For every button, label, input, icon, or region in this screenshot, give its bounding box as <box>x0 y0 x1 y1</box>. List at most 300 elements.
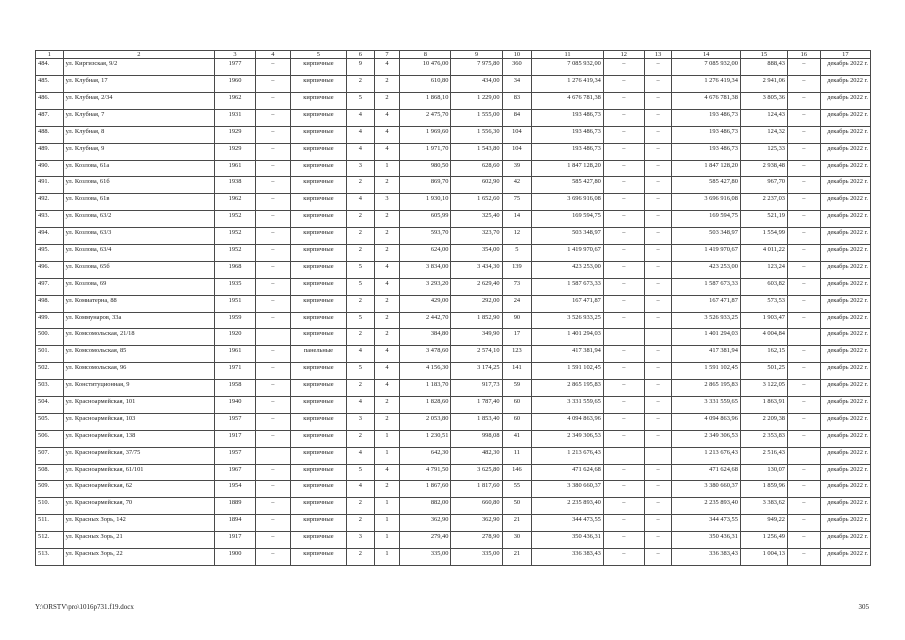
floors-cell: 4 <box>347 126 375 143</box>
floors-cell: 4 <box>347 346 375 363</box>
floors-cell: 4 <box>347 143 375 160</box>
total-area-cell: 279,40 <box>400 532 451 549</box>
year-built-cell: 1971 <box>215 363 256 380</box>
wall-material-cell: кирпичные <box>290 109 346 126</box>
table-row <box>36 397 871 414</box>
cost-per-m2-cell: 1 004,13 <box>740 549 787 566</box>
completion-date-cell: декабрь 2022 г. <box>820 177 870 194</box>
total-area-cell: 2 475,70 <box>400 109 451 126</box>
col-13-cell: – <box>644 228 672 245</box>
address-cell: ул. Комсомольская, 85 <box>63 346 214 363</box>
cost-per-m2-cell: 3 805,36 <box>740 92 787 109</box>
col-13-cell: – <box>644 92 672 109</box>
floors-cell: 2 <box>347 430 375 447</box>
living-area-cell: 3 434,30 <box>451 261 502 278</box>
cost-amount-cell: 193 486,73 <box>672 143 741 160</box>
living-area-cell: 1 652,60 <box>451 194 502 211</box>
table-row <box>36 464 871 481</box>
col-16-cell: – <box>788 59 821 76</box>
entrances-cell: 2 <box>374 228 400 245</box>
cost-amount-cell: 471 624,68 <box>672 464 741 481</box>
entrances-cell: 1 <box>374 160 400 177</box>
row-number-cell: 501. <box>36 346 64 363</box>
col-16-cell: – <box>788 397 821 414</box>
address-cell: ул. Красноармейская, 62 <box>63 481 214 498</box>
wall-material-cell: кирпичные <box>290 363 346 380</box>
col-4-cell: – <box>255 59 290 76</box>
cost-per-m2-cell: 2 941,06 <box>740 76 787 93</box>
cost-per-m2-cell: 4 004,84 <box>740 329 787 346</box>
address-cell: ул. Козлова, 61в <box>63 194 214 211</box>
total-area-cell: 605,99 <box>400 211 451 228</box>
total-area-cell: 1 930,10 <box>400 194 451 211</box>
wall-material-cell: кирпичные <box>290 464 346 481</box>
wall-material-cell: кирпичные <box>290 549 346 566</box>
col-12-cell: – <box>603 413 644 430</box>
cost-amount-cell: 3 380 660,37 <box>672 481 741 498</box>
living-area-cell: 1 229,00 <box>451 92 502 109</box>
completion-date-cell: декабрь 2022 г. <box>820 498 870 515</box>
col-12-cell: – <box>603 160 644 177</box>
completion-date-cell: декабрь 2022 г. <box>820 245 870 262</box>
cost-total-cell: 336 383,43 <box>532 549 604 566</box>
col-4-cell: – <box>255 413 290 430</box>
col-12-cell: – <box>603 380 644 397</box>
col-16-cell: – <box>788 211 821 228</box>
floors-cell: 2 <box>347 329 375 346</box>
row-number-cell: 511. <box>36 515 64 532</box>
completion-date-cell: декабрь 2022 г. <box>820 92 870 109</box>
col-16-cell: – <box>788 278 821 295</box>
year-built-cell: 1952 <box>215 211 256 228</box>
col-16-cell: – <box>788 498 821 515</box>
address-cell: ул. Красноармейская, 138 <box>63 430 214 447</box>
completion-date-cell: декабрь 2022 г. <box>820 464 870 481</box>
cost-amount-cell: 193 486,73 <box>672 126 741 143</box>
col-13-cell: – <box>644 211 672 228</box>
col-4-cell: – <box>255 278 290 295</box>
address-cell: ул. Клубная, 17 <box>63 76 214 93</box>
entrances-cell: 4 <box>374 261 400 278</box>
col-16-cell: – <box>788 532 821 549</box>
address-cell: ул. Комиатерна, 88 <box>63 295 214 312</box>
cost-per-m2-cell: 2 209,38 <box>740 413 787 430</box>
floors-cell: 5 <box>347 278 375 295</box>
col-4-cell: – <box>255 312 290 329</box>
total-area-cell: 429,00 <box>400 295 451 312</box>
cost-total-cell: 350 436,31 <box>532 532 604 549</box>
living-area-cell: 349,90 <box>451 329 502 346</box>
living-area-cell: 1 852,90 <box>451 312 502 329</box>
col-16-cell: – <box>788 143 821 160</box>
residents-cell: 83 <box>502 92 532 109</box>
col-16-cell <box>788 447 821 464</box>
table-row <box>36 549 871 566</box>
col-16-cell: – <box>788 363 821 380</box>
address-cell: ул. Красноармейская, 70 <box>63 498 214 515</box>
entrances-cell: 2 <box>374 177 400 194</box>
col-16-cell: – <box>788 245 821 262</box>
row-number-cell: 495. <box>36 245 64 262</box>
completion-date-cell: декабрь 2022 г. <box>820 295 870 312</box>
total-area-cell: 10 476,00 <box>400 59 451 76</box>
cost-amount-cell: 350 436,31 <box>672 532 741 549</box>
entrances-cell: 4 <box>374 464 400 481</box>
col-4-cell: – <box>255 160 290 177</box>
cost-total-cell: 3 331 559,65 <box>532 397 604 414</box>
address-cell: ул. Комсомольская, 96 <box>63 363 214 380</box>
living-area-cell: 1 556,30 <box>451 126 502 143</box>
cost-amount-cell: 7 085 932,00 <box>672 59 741 76</box>
col-4-cell: – <box>255 76 290 93</box>
year-built-cell: 1938 <box>215 177 256 194</box>
column-number-header: 16 <box>788 51 821 59</box>
col-12-cell: – <box>603 109 644 126</box>
col-16-cell: – <box>788 228 821 245</box>
cost-total-cell: 1 213 676,43 <box>532 447 604 464</box>
col-13-cell: – <box>644 380 672 397</box>
col-16-cell: – <box>788 515 821 532</box>
col-16-cell <box>788 329 821 346</box>
total-area-cell: 1 828,60 <box>400 397 451 414</box>
col-12-cell: – <box>603 498 644 515</box>
floors-cell: 5 <box>347 363 375 380</box>
living-area-cell: 2 574,10 <box>451 346 502 363</box>
wall-material-cell: кирпичные <box>290 194 346 211</box>
entrances-cell: 2 <box>374 329 400 346</box>
col-13-cell: – <box>644 109 672 126</box>
col-12-cell: – <box>603 515 644 532</box>
col-12-cell: – <box>603 295 644 312</box>
completion-date-cell: декабрь 2022 г. <box>820 211 870 228</box>
completion-date-cell: декабрь 2022 г. <box>820 109 870 126</box>
col-12-cell: – <box>603 363 644 380</box>
floors-cell: 5 <box>347 261 375 278</box>
year-built-cell: 1952 <box>215 228 256 245</box>
header-row <box>36 51 871 59</box>
col-13-cell <box>644 329 672 346</box>
total-area-cell: 1 868,10 <box>400 92 451 109</box>
entrances-cell: 4 <box>374 278 400 295</box>
col-16-cell: – <box>788 92 821 109</box>
entrances-cell: 4 <box>374 59 400 76</box>
row-number-cell: 489. <box>36 143 64 160</box>
year-built-cell: 1967 <box>215 464 256 481</box>
col-12-cell: – <box>603 143 644 160</box>
cost-total-cell: 1 419 970,67 <box>532 245 604 262</box>
year-built-cell: 1962 <box>215 92 256 109</box>
entrances-cell: 1 <box>374 549 400 566</box>
col-4-cell: – <box>255 245 290 262</box>
wall-material-cell: кирпичные <box>290 211 346 228</box>
year-built-cell: 1935 <box>215 278 256 295</box>
address-cell: ул. Козлова, 61а <box>63 160 214 177</box>
wall-material-cell: кирпичные <box>290 312 346 329</box>
column-number-header: 11 <box>532 51 604 59</box>
living-area-cell: 325,40 <box>451 211 502 228</box>
table-row <box>36 126 871 143</box>
col-12-cell: – <box>603 532 644 549</box>
residents-cell: 39 <box>502 160 532 177</box>
address-cell: ул. Коммунаров, 33а <box>63 312 214 329</box>
cost-total-cell: 2 235 893,40 <box>532 498 604 515</box>
residents-cell: 34 <box>502 76 532 93</box>
cost-total-cell: 167 471,87 <box>532 295 604 312</box>
cost-total-cell: 193 486,73 <box>532 109 604 126</box>
address-cell: ул. Красных Зорь, 22 <box>63 549 214 566</box>
col-16-cell: – <box>788 261 821 278</box>
year-built-cell: 1929 <box>215 143 256 160</box>
floors-cell: 2 <box>347 228 375 245</box>
table-body <box>36 59 871 566</box>
column-number-header: 10 <box>502 51 532 59</box>
cost-total-cell: 3 380 660,37 <box>532 481 604 498</box>
table-row <box>36 261 871 278</box>
table-row <box>36 515 871 532</box>
total-area-cell: 4 791,50 <box>400 464 451 481</box>
cost-total-cell: 1 847 128,20 <box>532 160 604 177</box>
cost-total-cell: 2 349 306,53 <box>532 430 604 447</box>
col-13-cell: – <box>644 430 672 447</box>
row-number-cell: 490. <box>36 160 64 177</box>
row-number-cell: 499. <box>36 312 64 329</box>
year-built-cell: 1968 <box>215 261 256 278</box>
year-built-cell: 1958 <box>215 380 256 397</box>
column-number-header: 5 <box>290 51 346 59</box>
col-13-cell: – <box>644 278 672 295</box>
col-16-cell: – <box>788 160 821 177</box>
col-4-cell: – <box>255 346 290 363</box>
col-12-cell: – <box>603 481 644 498</box>
col-13-cell <box>644 447 672 464</box>
living-area-cell: 660,80 <box>451 498 502 515</box>
floors-cell: 2 <box>347 549 375 566</box>
row-number-cell: 506. <box>36 430 64 447</box>
entrances-cell: 2 <box>374 211 400 228</box>
cost-per-m2-cell: 888,43 <box>740 59 787 76</box>
cost-per-m2-cell: 162,15 <box>740 346 787 363</box>
living-area-cell: 602,90 <box>451 177 502 194</box>
cost-amount-cell: 423 253,00 <box>672 261 741 278</box>
cost-total-cell: 7 085 932,00 <box>532 59 604 76</box>
residents-cell: 42 <box>502 177 532 194</box>
table-row <box>36 312 871 329</box>
residents-cell: 5 <box>502 245 532 262</box>
year-built-cell: 1894 <box>215 515 256 532</box>
completion-date-cell: декабрь 2022 г. <box>820 447 870 464</box>
col-4-cell: – <box>255 481 290 498</box>
entrances-cell: 2 <box>374 92 400 109</box>
address-cell: ул. Красных Зорь, 142 <box>63 515 214 532</box>
address-cell: ул. Киргизская, 9/2 <box>63 59 214 76</box>
total-area-cell: 3 834,00 <box>400 261 451 278</box>
column-number-header: 13 <box>644 51 672 59</box>
row-number-cell: 508. <box>36 464 64 481</box>
address-cell: ул. Красноармейская, 37/75 <box>63 447 214 464</box>
cost-total-cell: 4 676 781,38 <box>532 92 604 109</box>
completion-date-cell: декабрь 2022 г. <box>820 430 870 447</box>
address-cell: ул. Козлова, 63/2 <box>63 211 214 228</box>
col-12-cell: – <box>603 92 644 109</box>
living-area-cell: 3 625,80 <box>451 464 502 481</box>
completion-date-cell: декабрь 2022 г. <box>820 549 870 566</box>
total-area-cell: 2 442,70 <box>400 312 451 329</box>
cost-per-m2-cell: 1 859,96 <box>740 481 787 498</box>
col-13-cell: – <box>644 363 672 380</box>
column-number-header: 2 <box>63 51 214 59</box>
year-built-cell: 1962 <box>215 194 256 211</box>
completion-date-cell: декабрь 2022 г. <box>820 397 870 414</box>
col-16-cell: – <box>788 549 821 566</box>
table-row <box>36 481 871 498</box>
row-number-cell: 507. <box>36 447 64 464</box>
residents-cell: 60 <box>502 413 532 430</box>
floors-cell: 4 <box>347 481 375 498</box>
wall-material-cell: кирпичные <box>290 126 346 143</box>
col-12-cell: – <box>603 312 644 329</box>
table-row <box>36 380 871 397</box>
col-12-cell: – <box>603 245 644 262</box>
cost-total-cell: 2 865 195,83 <box>532 380 604 397</box>
year-built-cell: 1977 <box>215 59 256 76</box>
col-16-cell: – <box>788 380 821 397</box>
row-number-cell: 496. <box>36 261 64 278</box>
year-built-cell: 1917 <box>215 430 256 447</box>
entrances-cell: 4 <box>374 143 400 160</box>
floors-cell: 2 <box>347 380 375 397</box>
col-12-cell: – <box>603 464 644 481</box>
total-area-cell: 1 183,70 <box>400 380 451 397</box>
cost-amount-cell: 585 427,80 <box>672 177 741 194</box>
year-built-cell: 1957 <box>215 447 256 464</box>
entrances-cell: 2 <box>374 397 400 414</box>
cost-per-m2-cell: 123,24 <box>740 261 787 278</box>
residents-cell: 75 <box>502 194 532 211</box>
year-built-cell: 1920 <box>215 329 256 346</box>
cost-total-cell: 4 094 863,96 <box>532 413 604 430</box>
total-area-cell: 1 867,60 <box>400 481 451 498</box>
address-cell: ул. Клубная, 9 <box>63 143 214 160</box>
col-4-cell: – <box>255 126 290 143</box>
address-cell: ул. Комсомольская, 21/18 <box>63 329 214 346</box>
cost-amount-cell: 3 696 916,08 <box>672 194 741 211</box>
row-number-cell: 486. <box>36 92 64 109</box>
cost-amount-cell: 1 587 673,33 <box>672 278 741 295</box>
table-row <box>36 430 871 447</box>
column-number-header: 12 <box>603 51 644 59</box>
col-13-cell: – <box>644 481 672 498</box>
cost-amount-cell: 503 348,97 <box>672 228 741 245</box>
total-area-cell: 3 478,60 <box>400 346 451 363</box>
column-number-header: 15 <box>740 51 787 59</box>
cost-total-cell: 193 486,73 <box>532 126 604 143</box>
column-number-header: 14 <box>672 51 741 59</box>
col-13-cell: – <box>644 464 672 481</box>
living-area-cell: 1 555,00 <box>451 109 502 126</box>
cost-amount-cell: 2 235 893,40 <box>672 498 741 515</box>
col-12-cell: – <box>603 261 644 278</box>
living-area-cell: 998,08 <box>451 430 502 447</box>
wall-material-cell: кирпичные <box>290 261 346 278</box>
cost-per-m2-cell: 1 903,47 <box>740 312 787 329</box>
floors-cell: 2 <box>347 498 375 515</box>
row-number-cell: 488. <box>36 126 64 143</box>
cost-total-cell: 169 594,75 <box>532 211 604 228</box>
entrances-cell: 2 <box>374 245 400 262</box>
col-4-cell: – <box>255 397 290 414</box>
floors-cell: 3 <box>347 532 375 549</box>
table-row <box>36 177 871 194</box>
total-area-cell: 624,00 <box>400 245 451 262</box>
wall-material-cell: кирпичные <box>290 515 346 532</box>
completion-date-cell: декабрь 2022 г. <box>820 228 870 245</box>
col-13-cell: – <box>644 245 672 262</box>
col-4-cell: – <box>255 92 290 109</box>
table-row <box>36 532 871 549</box>
year-built-cell: 1957 <box>215 413 256 430</box>
year-built-cell: 1929 <box>215 126 256 143</box>
col-4-cell: – <box>255 177 290 194</box>
col-13-cell: – <box>644 59 672 76</box>
col-16-cell: – <box>788 194 821 211</box>
table-row <box>36 211 871 228</box>
residents-cell: 60 <box>502 397 532 414</box>
cost-total-cell: 1 591 102,45 <box>532 363 604 380</box>
col-13-cell: – <box>644 177 672 194</box>
year-built-cell: 1959 <box>215 312 256 329</box>
wall-material-cell: кирпичные <box>290 278 346 295</box>
col-13-cell: – <box>644 312 672 329</box>
col-13-cell: – <box>644 532 672 549</box>
col-4-cell: – <box>255 143 290 160</box>
col-12-cell: – <box>603 126 644 143</box>
row-number-cell: 491. <box>36 177 64 194</box>
year-built-cell: 1960 <box>215 76 256 93</box>
cost-per-m2-cell: 949,22 <box>740 515 787 532</box>
completion-date-cell: декабрь 2022 г. <box>820 126 870 143</box>
floors-cell: 3 <box>347 413 375 430</box>
cost-per-m2-cell: 1 256,49 <box>740 532 787 549</box>
table-row <box>36 109 871 126</box>
col-12-cell: – <box>603 346 644 363</box>
row-number-cell: 505. <box>36 413 64 430</box>
col-4-cell: – <box>255 380 290 397</box>
wall-material-cell: кирпичные <box>290 143 346 160</box>
total-area-cell: 362,90 <box>400 515 451 532</box>
residents-cell: 21 <box>502 515 532 532</box>
residents-cell: 12 <box>502 228 532 245</box>
table-row <box>36 447 871 464</box>
completion-date-cell: декабрь 2022 г. <box>820 312 870 329</box>
wall-material-cell: кирпичные <box>290 228 346 245</box>
table-row <box>36 498 871 515</box>
cost-total-cell: 3 526 933,25 <box>532 312 604 329</box>
col-4-cell: – <box>255 261 290 278</box>
table-row <box>36 413 871 430</box>
cost-amount-cell: 169 594,75 <box>672 211 741 228</box>
file-path: Y:\ORSTV\pro\1016p731.f19.docx <box>35 603 134 611</box>
row-number-cell: 504. <box>36 397 64 414</box>
completion-date-cell: декабрь 2022 г. <box>820 76 870 93</box>
residents-cell: 139 <box>502 261 532 278</box>
living-area-cell: 323,70 <box>451 228 502 245</box>
residents-cell: 104 <box>502 143 532 160</box>
row-number-cell: 502. <box>36 363 64 380</box>
wall-material-cell: кирпичные <box>290 177 346 194</box>
col-16-cell: – <box>788 295 821 312</box>
address-cell: ул. Козлова, 65б <box>63 261 214 278</box>
cost-total-cell: 1 587 673,33 <box>532 278 604 295</box>
